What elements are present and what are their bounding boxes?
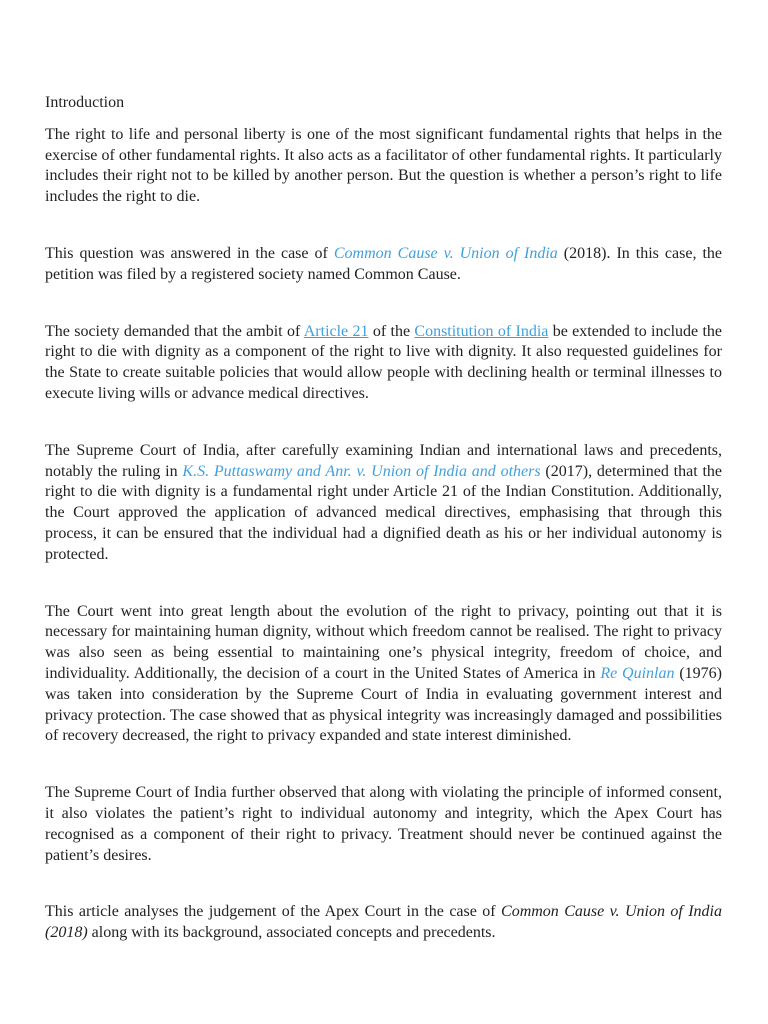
article-21-link[interactable]: Article 21 [303, 322, 369, 340]
text-segment: be extended to include the right to die with dignity as a component of the right to live with dignity. It also requested guidelines for the State to create suitable policies that would allow people with declining health or terminal illnesses to execute living wills or advance medical directives. [45, 322, 723, 402]
paragraph-article-summary [45, 902, 722, 944]
text-segment: (2017), determined that the right to die with dignity is a fundamental right under Article 21 of the Indian Constitution. Additionally, the Court approved the application of advanced medical directives, emphasising that through this process, it can be ensured that the individual had a dignified death as his or her individual autonomy is protected. [45, 462, 723, 563]
text-segment: The Court went into great length about the evolution of the right to privacy, pointing out that it is necessary for maintaining human dignity, without which freedom cannot be realised. The right to privacy was also seen as being essential to maintaining one’s physical integrity, freedom of choice, and individuality. Additionally, the decision of a court in the United States of America in [45, 602, 722, 682]
paragraph-society-demands [45, 322, 722, 405]
text-segment: This question was answered in the case of [45, 244, 334, 262]
text-segment: The society demanded that the ambit of [45, 322, 304, 340]
text-segment: (1976) was taken into consideration by the Supreme Court of India in evaluating government interest and privacy protection. The case showed that as physical integrity was increasingly damaged and possibilities of recovery decreased, the right to privacy expanded and state interest diminished. [45, 664, 723, 745]
puttaswamy-case-link[interactable]: K.S. Puttaswamy and Anr. v. Union of India and others [182, 462, 541, 480]
common-cause-case-link[interactable]: Common Cause v. Union of India [333, 244, 558, 262]
text-segment: (2018). In this case, the petition was filed by a registered society named Common Cause. [45, 244, 722, 283]
paragraph-informed-consent: The Supreme Court of India further observed that along with violating the principle of informed consent, it also violates the patient’s right to individual autonomy and integrity, which the Apex Court has recognised as a component of their right to privacy. Treatment should never be continued against the patient’s desires. [45, 784, 722, 864]
text-segment: of the [368, 322, 415, 340]
text-segment: The Supreme Court of India, after carefully examining Indian and international laws and precedents, notably the ruling in [45, 441, 722, 480]
paragraph-privacy [45, 602, 722, 748]
paragraph-intro: The right to life and personal liberty is one of the most significant fundamental rights that helps in the exercise of other fundamental rights. It also acts as a facilitator of other fundamental rights. It particularly includes their right not to be killed by another person. But the question is whether a person’s right to life includes the right to die. [45, 125, 722, 206]
text-segment: along with its background, associated concepts and precedents. [87, 924, 496, 942]
case-title-italic: Common Cause v. Union of India (2018) [45, 903, 722, 942]
constitution-of-india-link[interactable]: Constitution of India [414, 322, 549, 340]
text-segment: This article analyses the judgement of the Apex Court in the case of [45, 903, 502, 921]
section-heading: Introduction [45, 94, 125, 111]
re-quinlan-case-link[interactable]: Re Quinlan [600, 664, 675, 682]
paragraph-common-cause [45, 244, 722, 286]
article-body [45, 93, 722, 944]
paragraph-supreme-court [45, 441, 722, 566]
